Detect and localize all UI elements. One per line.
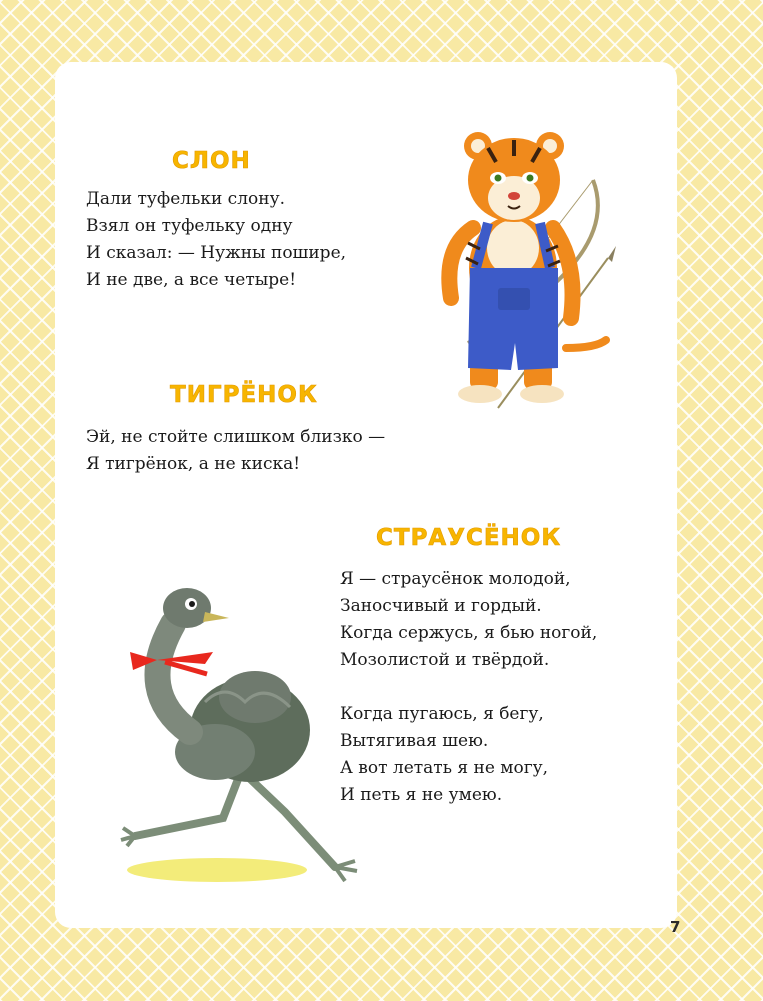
poem-line: И сказал: — Нужны пошире, [86,243,347,263]
page-number: 7 [670,918,681,936]
ostrich-chick-illustration [95,582,380,900]
poem-title-ostrich-chick: СТРАУСЁНОК [376,525,562,551]
poem-line: Когда пугаюсь, я бегу, [340,704,544,724]
poem-line: Эй, не стойте слишком близко — [86,427,386,447]
poem-line: Взял он туфельку одну [86,216,293,236]
poem-line: И петь я не умею. [340,785,503,805]
poem-line: Когда сержусь, я бью ногой, [340,623,598,643]
poem-line: Я — страусёнок молодой, [340,569,571,589]
poem-elephant [86,186,346,294]
poem-line: А вот летать я не могу, [340,758,549,778]
poem-line: Вытягивая шею. [340,731,489,751]
tiger-cub-illustration [418,118,623,413]
poem-tiger-cub [86,424,385,478]
poem-line: Заносчивый и гордый. [340,596,542,616]
poem-title-elephant: СЛОН [172,148,251,174]
poem-line: Я тигрёнок, а не киска! [86,454,301,474]
poem-title-tiger-cub: ТИГРЁНОК [170,382,318,408]
poem-line: Дали туфельки слону. [86,189,285,209]
poem-line: И не две, а все четыре! [86,270,297,290]
poem-line: Мозолистой и твёрдой. [340,650,550,670]
